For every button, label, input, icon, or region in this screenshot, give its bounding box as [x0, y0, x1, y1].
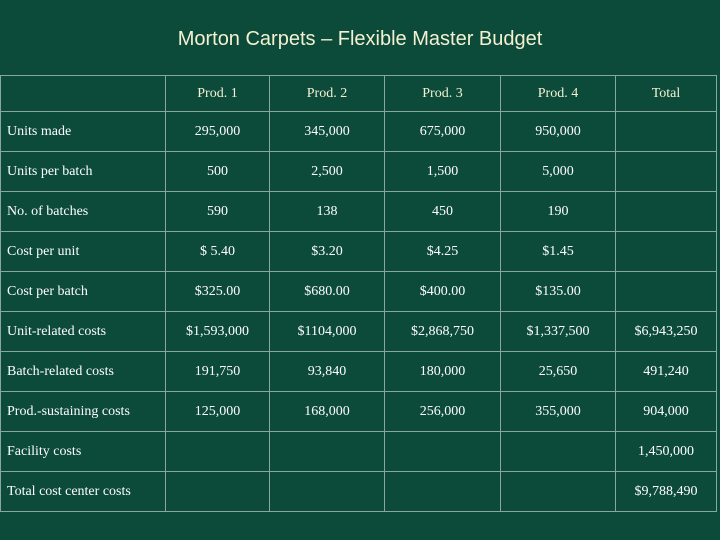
cell-value: $3.20 [270, 232, 385, 272]
cell-value: $1.45 [501, 232, 616, 272]
cell-value [501, 472, 616, 512]
cell-value: $1,593,000 [166, 312, 270, 352]
column-header-total: Total [616, 76, 717, 112]
cell-value: 345,000 [270, 112, 385, 152]
cell-value [270, 432, 385, 472]
cell-value: 93,840 [270, 352, 385, 392]
cell-value: 904,000 [616, 392, 717, 432]
cell-value: $9,788,490 [616, 472, 717, 512]
cell-value [501, 432, 616, 472]
cell-value [616, 152, 717, 192]
cell-value: 125,000 [166, 392, 270, 432]
table-row [1, 112, 717, 152]
cell-value: 190 [501, 192, 616, 232]
row-label: Unit-related costs [1, 312, 166, 352]
cell-value: 491,240 [616, 352, 717, 392]
header-row [1, 76, 717, 112]
cell-value: 500 [166, 152, 270, 192]
cell-value: 1,500 [385, 152, 501, 192]
table-row [1, 432, 717, 472]
cell-value: $ 5.40 [166, 232, 270, 272]
cell-value: 180,000 [385, 352, 501, 392]
row-label: Units made [1, 112, 166, 152]
cell-value: $2,868,750 [385, 312, 501, 352]
cell-value: $135.00 [501, 272, 616, 312]
cell-value [385, 432, 501, 472]
cell-value [616, 272, 717, 312]
cell-value: $325.00 [166, 272, 270, 312]
column-header-prod-4: Prod. 4 [501, 76, 616, 112]
column-header-prod-1: Prod. 1 [166, 76, 270, 112]
row-label: Prod.-sustaining costs [1, 392, 166, 432]
cell-value: 138 [270, 192, 385, 232]
cell-value: 256,000 [385, 392, 501, 432]
cell-value: 2,500 [270, 152, 385, 192]
table-row [1, 312, 717, 352]
column-header-prod-3: Prod. 3 [385, 76, 501, 112]
row-label: Units per batch [1, 152, 166, 192]
row-label: Total cost center costs [1, 472, 166, 512]
table-row [1, 392, 717, 432]
cell-value [616, 232, 717, 272]
cell-value: $4.25 [385, 232, 501, 272]
row-label: Cost per unit [1, 232, 166, 272]
cell-value [166, 432, 270, 472]
table-row [1, 352, 717, 392]
row-label: Cost per batch [1, 272, 166, 312]
cell-value: $1104,000 [270, 312, 385, 352]
cell-value: $6,943,250 [616, 312, 717, 352]
cell-value: 355,000 [501, 392, 616, 432]
cell-value: 25,650 [501, 352, 616, 392]
budget-table [0, 75, 717, 512]
row-label: Facility costs [1, 432, 166, 472]
cell-value: 1,450,000 [616, 432, 717, 472]
table-row [1, 192, 717, 232]
cell-value: 590 [166, 192, 270, 232]
cell-value: 295,000 [166, 112, 270, 152]
cell-value: $1,337,500 [501, 312, 616, 352]
cell-value: 675,000 [385, 112, 501, 152]
table-row [1, 472, 717, 512]
cell-value: $400.00 [385, 272, 501, 312]
table-row [1, 232, 717, 272]
cell-value [270, 472, 385, 512]
page-title: Morton Carpets – Flexible Master Budget [177, 28, 543, 50]
table-row [1, 152, 717, 192]
cell-value: 450 [385, 192, 501, 232]
cell-value: 950,000 [501, 112, 616, 152]
row-label: Batch-related costs [1, 352, 166, 392]
cell-value: $680.00 [270, 272, 385, 312]
cell-value [166, 472, 270, 512]
cell-value [385, 472, 501, 512]
cell-value: 168,000 [270, 392, 385, 432]
column-header-prod-2: Prod. 2 [270, 76, 385, 112]
cell-value [616, 112, 717, 152]
row-label: No. of batches [1, 192, 166, 232]
cell-value [616, 192, 717, 232]
table-row [1, 272, 717, 312]
cell-value: 5,000 [501, 152, 616, 192]
column-header-blank [1, 76, 166, 112]
cell-value: 191,750 [166, 352, 270, 392]
